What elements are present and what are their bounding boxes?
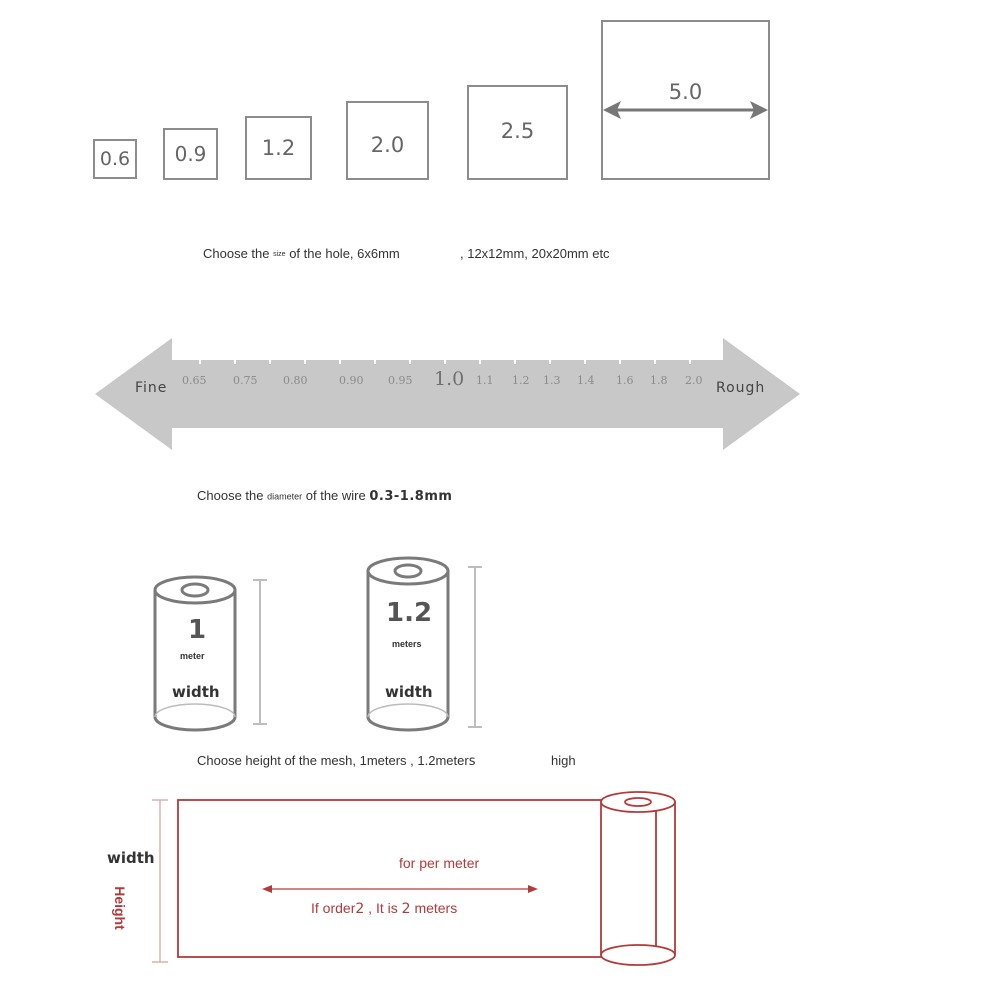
roll-1-meter-icon [150,572,280,737]
order-note-text: , It is [368,900,398,916]
tick-label: 1.0 [434,368,465,390]
caption-text: of the wire [305,488,366,503]
tick-label: 0.95 [388,374,413,387]
wire-scale-rough-label: Rough [716,380,766,396]
roll-1-dimension: width [172,683,220,701]
roll-1-value: 1 [188,615,207,645]
order-note-text: If order [311,900,356,916]
hole-size-label: 1.2 [261,136,296,160]
order-note-text: meters [414,900,458,916]
tick-label: 1.3 [543,374,561,387]
caption-text: Choose height of the mesh, 1meters , 1.2meter [197,753,469,768]
tick-label: 0.80 [283,374,308,387]
caption-text: Choose the [197,488,264,503]
hole-size-0-9 [163,128,218,180]
wire-scale-arrow [95,338,800,450]
order-note [311,900,457,917]
tick-label: 1.8 [650,374,668,387]
tick-label: 0.65 [182,374,207,387]
roll-1-unit: meter [180,651,205,661]
hole-size-label: 5.0 [668,80,703,104]
tick-label: 2.0 [685,374,703,387]
unrolled-height-label: Height [112,886,128,930]
roll-2-dimension: width [385,683,433,701]
hole-size-label: 0.6 [99,148,131,170]
wire-diameter-caption [197,488,452,504]
hole-size-label: 2.0 [370,133,405,157]
caption-small-text: size [273,251,286,259]
order-note-number: 2 [355,901,365,917]
tick-label: 1.6 [616,374,634,387]
order-note-number: 2 [401,901,411,917]
mesh-height-caption [197,753,475,769]
per-meter-label: for per meter [399,855,480,871]
roll-2-value: 1.2 [386,598,433,628]
caption-text: of the hole, 6x6mm [289,246,400,261]
tick-label: 0.90 [339,374,364,387]
double-arrow-icon [601,95,770,125]
roll-2-unit: meters [392,639,422,649]
hole-size-1-2 [245,116,312,180]
roll-1-2-meters-icon [363,553,493,737]
wire-scale-fine-label: Fine [135,380,168,396]
unrolled-width-label: width [107,849,155,867]
hole-size-label: 0.9 [174,142,207,166]
tick-label: 0.75 [233,374,258,387]
hole-size-label: 2.5 [500,119,535,143]
hole-size-caption [203,246,400,261]
caption-bold-text: 0.3-1.8mm [369,489,453,504]
tick-label: 1.4 [577,374,595,387]
caption-text: s [468,754,476,769]
caption-text: Choose the [203,246,270,261]
mesh-height-caption-tail: high [551,753,576,768]
hole-size-caption-tail: , 12x12mm, 20x20mm etc [460,246,610,261]
tick-label: 1.2 [512,374,530,387]
tick-label: 1.1 [476,374,494,387]
hole-size-2-0 [346,101,429,180]
caption-small-text: diameter [267,491,303,502]
unrolled-mesh-diagram [150,790,690,975]
hole-size-0-6 [93,139,137,179]
hole-size-2-5 [467,85,568,180]
